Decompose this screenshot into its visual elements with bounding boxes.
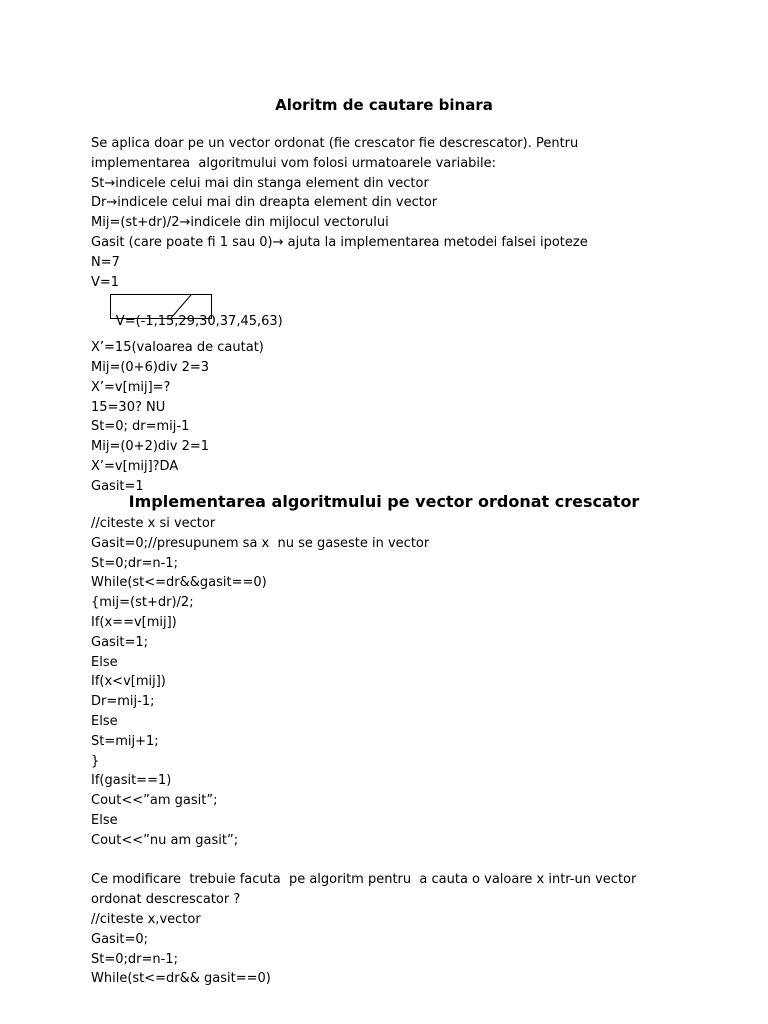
code-line: Cout<<”am gasit”; (91, 793, 218, 809)
code-line: Else (91, 654, 118, 670)
code-line: If(x==v[mij]) (91, 614, 177, 630)
code-line: } (91, 753, 100, 769)
code-line: Dr=mij-1; (91, 694, 155, 710)
code-line: Else (91, 713, 118, 729)
code-line: St=0;dr=n-1; (91, 951, 178, 967)
example-line: Gasit=1 (91, 478, 144, 494)
code-line: Gasit=0; (91, 931, 149, 947)
code-line: Gasit=1; (91, 634, 149, 650)
intro-line: Mij=(st+dr)/2→indicele din mijlocul vectorului (91, 215, 389, 231)
intro-line: Se aplica doar pe un vector ordonat (fie crescator fie descrescator). Pentru (91, 136, 579, 151)
vector-highlight-box (110, 294, 212, 319)
example-line: St=0; dr=mij-1 (91, 419, 190, 435)
intro-line: St→indicele celui mai din stanga element din vector (91, 175, 429, 191)
code-line: If(gasit==1) (91, 773, 172, 789)
example-line: X’=v[mij]?DA (91, 458, 179, 474)
code-line: //citeste x si vector (91, 516, 216, 531)
section-heading: Implementarea algoritmului pe vector ordonat crescator (128, 492, 640, 511)
code-line: If(x<v[mij]) (91, 674, 166, 690)
code-line (91, 851, 691, 871)
page-title: Aloritm de cautare binara (275, 96, 493, 114)
intro-line: V=1 (91, 274, 120, 290)
example-line: Mij=(0+2)div 2=1 (91, 439, 210, 455)
code-line: St=0;dr=n-1; (91, 555, 178, 571)
strike-slash-icon (170, 294, 192, 319)
question-line: Ce modificare trebuie facuta pe algoritm pentru a cauta o valoare x intr-un vector (91, 872, 637, 888)
vector-line (91, 292, 691, 330)
code-line: St=mij+1; (91, 733, 159, 749)
code-line: Cout<<”nu am gasit”; (91, 832, 239, 848)
code-line: While(st<=dr&&gasit==0) (91, 575, 267, 591)
intro-line: Gasit (care poate fi 1 sau 0)→ ajuta la implementarea metodei falsei ipoteze (91, 234, 588, 250)
question-line: ordonat descrescator ? (91, 892, 241, 908)
example-line: X’=15(valoarea de cautat) (91, 340, 264, 356)
code-line: {mij=(st+dr)/2; (91, 595, 194, 611)
code-line: //citeste x,vector (91, 911, 201, 927)
example-line: X’=v[mij]=? (91, 379, 171, 395)
vector-values: V=(-1,15,29,30,37,45,63) (115, 314, 283, 330)
intro-line: N=7 (91, 254, 120, 270)
example-line: Mij=(0+6)div 2=3 (91, 359, 210, 375)
code-line: While(st<=dr&& gasit==0) (91, 971, 271, 987)
code-line: Gasit=0;//presupunem sa x nu se gaseste in vector (91, 535, 430, 551)
code-section (91, 514, 691, 989)
intro-line: Dr→indicele celui mai din dreapta element din vector (91, 195, 438, 211)
example-line: 15=30? NU (91, 399, 166, 415)
code-line: Else (91, 812, 118, 828)
intro-section (91, 134, 691, 497)
intro-line: implementarea algoritmului vom folosi urmatoarele variabile: (91, 155, 497, 171)
